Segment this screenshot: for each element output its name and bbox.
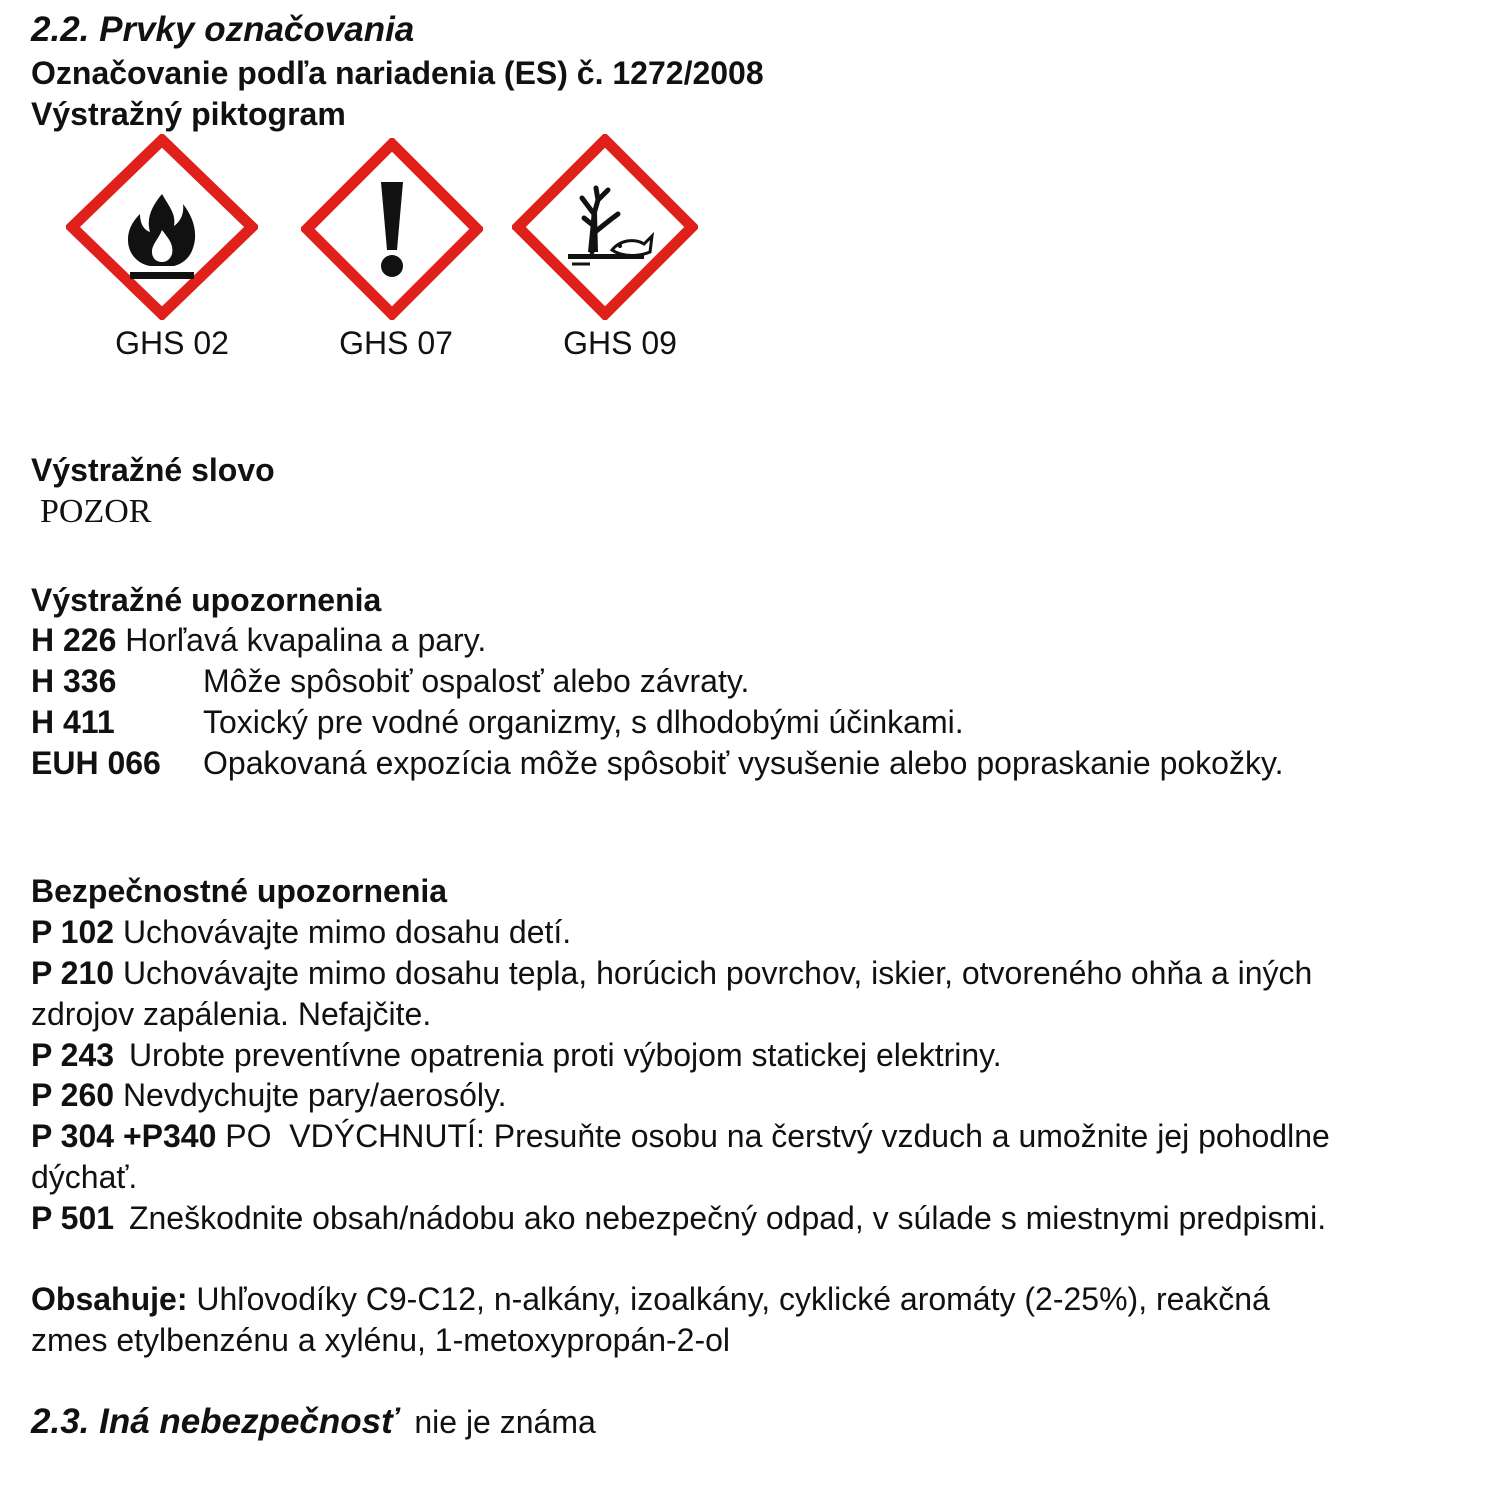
flame-icon [66,134,258,320]
precaution-statement [31,1118,1330,1155]
contains-text: Uhľovodíky C9-C12, n-alkány, izoalkány, cyklické aromáty (2-25%), reakčná [196,1281,1270,1317]
hazard-statement [31,663,749,700]
precaution-text-continued: zdrojov zapálenia. Nefajčite. [31,996,432,1032]
hazard-text: Opakovaná expozícia môže spôsobiť vysušenie alebo popraskanie pokožky. [203,745,1284,781]
precaution-text: PO VDÝCHNUTÍ: Presuňte osobu na čerstvý vzduch a umožnite jej pohodlne [225,1118,1330,1154]
hazard-statement [31,622,486,659]
section-2-3 [31,1402,596,1442]
exclamation-icon [301,138,483,320]
precaution-heading: Bezpečnostné upozornenia [31,873,448,909]
contains-label: Obsahuje: [31,1281,188,1317]
hazard-text: Môže spôsobiť ospalosť alebo závraty. [203,663,750,699]
precaution-code: P 501 [31,1200,115,1236]
regulation-heading: Označovanie podľa nariadenia (ES) č. 1272/2008 [31,55,764,91]
section-2-3-value: nie je známa [414,1404,596,1440]
precaution-text: Uchovávajte mimo dosahu detí. [122,914,572,950]
precaution-text: Nevdychujte pary/aerosóly. [122,1077,507,1113]
hazard-statement [31,745,1283,782]
precaution-code: P 304 +P340 [31,1118,217,1154]
hazard-text: Horľavá kvapalina a pary. [125,622,487,658]
signal-word: POZOR [40,493,152,530]
hazard-code: H 411 [31,704,115,740]
precaution-statement [31,955,1312,992]
precaution-statement [31,1200,1326,1237]
signal-word-heading: Výstražné slovo [31,452,275,488]
ghs02-label: GHS 02 [115,325,229,361]
precaution-text: Zneškodnite obsah/nádobu ako nebezpečný odpad, v súlade s miestnymi predpismi. [128,1200,1327,1236]
precaution-statement [31,914,571,951]
contains-line [31,1281,1270,1318]
hazard-heading: Výstražné upozornenia [31,582,382,618]
precaution-text: Uchovávajte mimo dosahu tepla, horúcich povrchov, iskier, otvoreného ohňa a iných [122,955,1313,991]
precaution-text-continued: dýchať. [31,1159,138,1195]
hazard-code: EUH 066 [31,745,161,781]
precaution-statement [31,1077,507,1114]
precaution-code: P 102 [31,914,115,950]
environment-icon [512,134,698,320]
section-2-3-title: 2.3. Iná nebezpečnosť [31,1402,398,1441]
hazard-text: Toxický pre vodné organizmy, s dlhodobými účinkami. [203,704,964,740]
section-title: 2.2. Prvky označovania [31,10,415,49]
ghs09-label: GHS 09 [563,325,677,361]
pictogram-heading: Výstražný piktogram [31,96,346,132]
precaution-statement [31,1037,1002,1074]
hazard-code: H 226 [31,622,117,658]
precaution-code: P 243 [31,1037,115,1073]
ghs07-label: GHS 07 [339,325,453,361]
precaution-text: Urobte preventívne opatrenia proti výbojom statickej elektriny. [128,1037,1002,1073]
contains-text-continued: zmes etylbenzénu a xylénu, 1-metoxypropán-2-ol [31,1322,731,1358]
hazard-statement [31,704,964,741]
hazard-code: H 336 [31,663,117,699]
precaution-code: P 260 [31,1077,115,1113]
precaution-code: P 210 [31,955,115,991]
